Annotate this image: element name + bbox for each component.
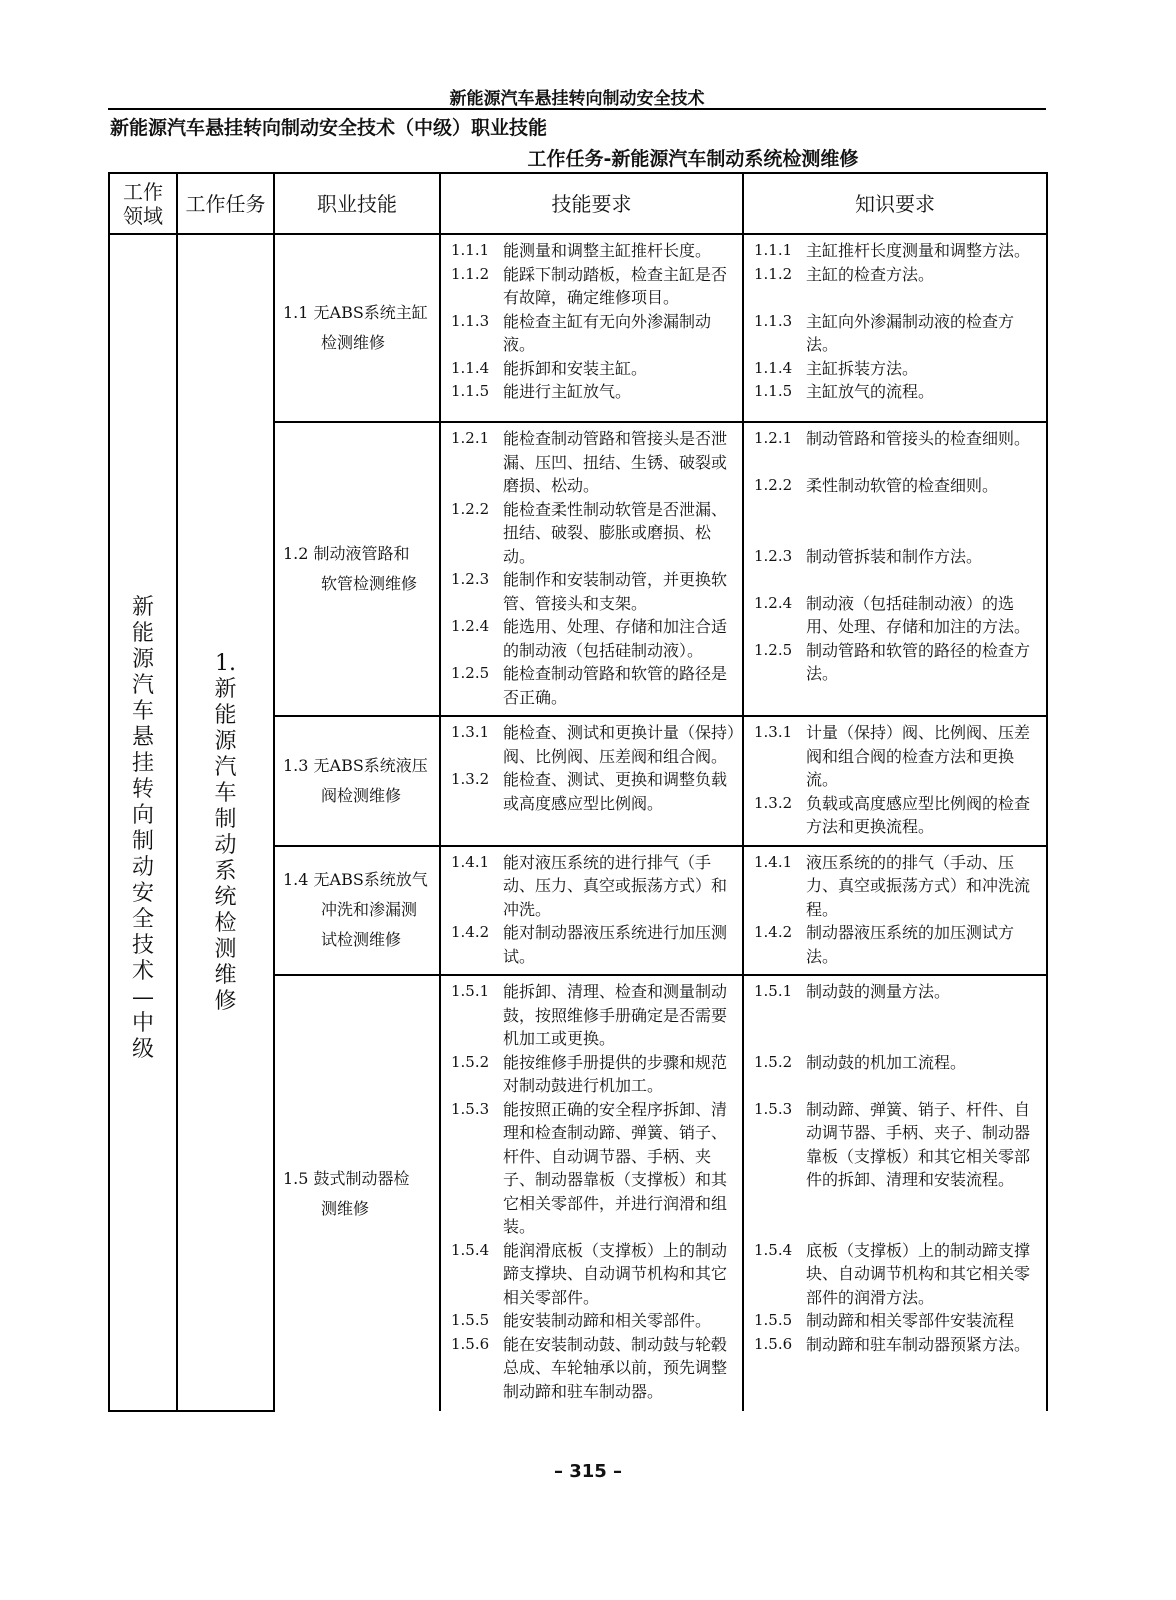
item-text: 能检查制动管路和软管的路径是否正确。 — [503, 664, 728, 707]
item-text: 制动管路和管接头的检查细则。 — [806, 429, 1031, 448]
item-number: 1.4.1 — [754, 852, 793, 871]
item-text: 柔性制动软管的检查细则。 — [806, 476, 999, 495]
list-item — [451, 380, 738, 404]
item-text: 能按维修手册提供的步骤和规范对制动鼓进行机加工。 — [503, 1052, 728, 1095]
doc-title: 新能源汽车悬挂转向制动安全技术（中级）职业技能 — [110, 117, 548, 139]
item-number — [754, 498, 806, 522]
header-domain-text: 工作领域 — [123, 179, 163, 228]
list-item — [754, 1098, 1042, 1192]
list-item — [451, 1239, 738, 1310]
item-text — [806, 1074, 1042, 1098]
list-item — [754, 1333, 1042, 1357]
list-item — [754, 310, 1042, 357]
item-number — [754, 1074, 806, 1098]
item-text: 主缸向外渗漏制动液的检查方法。 — [806, 311, 1015, 354]
skill-line: 冲洗和渗漏测 — [321, 900, 418, 920]
list-item — [451, 721, 738, 768]
list-item — [754, 1215, 1042, 1239]
item-text: 主缸放气的流程。 — [806, 382, 935, 401]
list-item — [754, 639, 1042, 686]
item-text: 能拆卸和安装主缸。 — [503, 358, 648, 378]
item-text: 制动蹄、弹簧、销子、杆件、自动调节器、手柄、夹子、制动器靠板（支撑板）和其它相关零部件的拆卸、清理和安装流程。 — [806, 1099, 1031, 1189]
item-text — [806, 1004, 1042, 1028]
item-text: 能检查制动管路和管接头是否泄漏、压凹、扭结、生锈、破裂或磨损、松动。 — [503, 429, 728, 495]
item-number: 1.4.2 — [451, 923, 490, 941]
item-text: 制动液（包括硅制动液）的选用、处理、存储和加注的方法。 — [806, 593, 1031, 636]
list-item — [754, 286, 1042, 310]
item-number: 1.2.2 — [451, 499, 490, 518]
skill-requirements-cell — [440, 716, 743, 846]
item-text: 计量（保持）阀、比例阀、压差阀和组合阀的检查方法和更换流。 — [806, 723, 1031, 789]
item-number: 1.5.2 — [451, 1052, 490, 1071]
item-number — [754, 1027, 806, 1051]
item-text — [806, 498, 1042, 522]
item-text: 主缸的检查方法。 — [806, 264, 935, 284]
item-number: 1.2.1 — [754, 429, 793, 447]
item-number: 1.2.2 — [754, 476, 793, 494]
item-text: 制动鼓的机加工流程。 — [806, 1052, 967, 1072]
list-item — [754, 474, 1042, 498]
item-text: 能选用、处理、存储和加注合适的制动液（包括硅制动液）。 — [503, 617, 728, 660]
item-text: 能进行主缸放气。 — [503, 382, 632, 401]
item-text — [806, 1215, 1042, 1239]
knowledge-requirements-cell — [743, 422, 1047, 716]
item-number: 1.2.5 — [451, 664, 490, 682]
item-text: 制动管拆装和制作方法。 — [806, 546, 983, 566]
item-text: 制动蹄和驻车制动器预紧方法。 — [806, 1334, 1031, 1354]
item-number: 1.5.4 — [754, 1240, 793, 1259]
skill-line: 软管检测维修 — [321, 574, 418, 593]
item-text: 主缸推杆长度测量和调整方法。 — [806, 241, 1031, 260]
item-text: 底板（支撑板）上的制动蹄支撑块、自动调节机构和其它相关零部件的润滑方法。 — [806, 1240, 1031, 1307]
item-number: 1.2.4 — [451, 617, 490, 635]
skill-cell — [274, 234, 440, 422]
item-number: 1.2.3 — [754, 546, 793, 565]
list-item — [754, 1074, 1042, 1098]
item-number: 1.5.4 — [451, 1240, 490, 1259]
item-text: 能润滑底板（支撑板）上的制动蹄支撑块、自动调节机构和其它相关零部件。 — [503, 1240, 728, 1307]
header-skill-requirements: 技能要求 — [440, 173, 743, 234]
header-rule — [108, 108, 1046, 110]
list-item — [754, 545, 1042, 569]
skill-line: 试检测维修 — [321, 930, 402, 950]
item-text: 能对制动器液压系统进行加压测试。 — [503, 923, 728, 966]
list-item — [754, 792, 1042, 839]
subtitle — [108, 144, 1046, 171]
item-number: 1.1.2 — [451, 264, 490, 283]
item-number — [754, 568, 806, 592]
list-item — [451, 263, 738, 310]
item-number: 1.5.6 — [754, 1334, 793, 1353]
item-number: 1.2.3 — [451, 570, 490, 588]
item-number: 1.3.2 — [451, 770, 490, 788]
list-item — [451, 851, 738, 922]
list-item — [754, 568, 1042, 592]
list-item — [754, 380, 1042, 404]
table-header-row — [109, 173, 1047, 234]
item-text: 制动蹄和相关零部件安装流程 — [806, 1311, 1015, 1330]
item-text: 能对液压系统的进行排气（手动、压力、真空或振荡方式）和冲洗。 — [503, 852, 728, 919]
list-item — [451, 980, 738, 1051]
knowledge-requirements-cell — [743, 716, 1047, 846]
knowledge-requirements-cell — [743, 975, 1047, 1411]
skill-cell — [274, 975, 440, 1411]
item-number: 1.5.5 — [451, 1311, 490, 1329]
item-text: 能检查、测试、更换和调整负载或高度感应型比例阀。 — [503, 770, 728, 813]
item-number: 1.1.2 — [754, 264, 793, 283]
item-text — [806, 521, 1042, 545]
list-item — [451, 921, 738, 968]
skill-line: 1.4 无ABS系统放气 — [283, 870, 428, 890]
skill-line: 测维修 — [321, 1198, 370, 1218]
list-item — [754, 721, 1042, 792]
domain-cell — [109, 234, 177, 1411]
skill-cell — [274, 422, 440, 716]
skill-line: 1.5 鼓式制动器检 — [283, 1168, 410, 1188]
list-item — [451, 239, 738, 263]
item-number: 1.3.1 — [451, 723, 490, 741]
list-item — [451, 768, 738, 815]
skill-line: 阀检测维修 — [321, 785, 402, 805]
item-text: 能制作和安装制动管，并更换软管、管接头和支架。 — [503, 570, 728, 613]
skill-requirements-cell — [440, 975, 743, 1411]
list-item — [754, 521, 1042, 545]
item-text: 能检查主缸有无向外渗漏制动液。 — [503, 311, 712, 354]
list-item — [754, 451, 1042, 475]
item-number: 1.5.3 — [451, 1099, 490, 1118]
list-item — [754, 1309, 1042, 1333]
item-number: 1.5.3 — [754, 1099, 793, 1118]
item-number — [754, 1004, 806, 1028]
list-item — [451, 568, 738, 615]
subtitle-text: 工作任务-新能源汽车制动系统检测维修 — [527, 148, 859, 170]
item-number: 1.5.6 — [451, 1334, 490, 1353]
item-number: 1.2.1 — [451, 429, 490, 447]
domain-text: 新能源汽车悬挂转向制动安全技术—中级 — [131, 595, 154, 1062]
item-text: 制动鼓的测量方法。 — [806, 982, 951, 1001]
list-item — [754, 1004, 1042, 1028]
skill-line: 检测维修 — [321, 333, 386, 352]
list-item — [451, 1051, 738, 1098]
item-number: 1.3.1 — [754, 723, 793, 741]
item-number — [754, 451, 806, 475]
item-number: 1.5.2 — [754, 1052, 793, 1071]
skill-requirements-cell — [440, 422, 743, 716]
list-item — [754, 851, 1042, 922]
item-number: 1.4.2 — [754, 923, 793, 941]
item-number — [754, 286, 806, 310]
item-number — [754, 1192, 806, 1216]
item-number: 1.1.5 — [451, 382, 490, 400]
item-number — [754, 1215, 806, 1239]
list-item — [754, 239, 1042, 263]
item-number: 1.1.4 — [451, 358, 490, 377]
item-text: 能检查柔性制动软管是否泄漏、扭结、破裂、膨胀或磨损、松动。 — [503, 499, 728, 566]
header-task: 工作任务 — [177, 173, 274, 234]
list-item — [754, 1051, 1042, 1075]
item-text: 制动器液压系统的加压测试方法。 — [806, 923, 1015, 966]
list-item — [451, 427, 738, 498]
item-text — [806, 286, 1042, 310]
item-number — [754, 521, 806, 545]
item-text: 能测量和调整主缸推杆长度。 — [503, 241, 712, 260]
item-text — [806, 568, 1042, 592]
item-text: 能踩下制动踏板，检查主缸是否有故障，确定维修项目。 — [503, 264, 728, 307]
list-item — [754, 427, 1042, 451]
item-number: 1.3.2 — [754, 793, 793, 812]
item-number: 1.2.5 — [754, 640, 793, 659]
running-header: 新能源汽车悬挂转向制动安全技术 — [449, 89, 705, 109]
list-item — [754, 980, 1042, 1004]
list-item — [451, 310, 738, 357]
list-item — [451, 1098, 738, 1239]
list-item — [754, 498, 1042, 522]
item-text: 能在安装制动鼓、制动鼓与轮毂总成、车轮轴承以前，预先调整制动蹄和驻车制动器。 — [503, 1334, 728, 1401]
item-text: 能按照正确的安全程序拆卸、清理和检查制动蹄、弹簧、销子、杆件、自动调节器、手柄、夹子、制动器靠板（支撑板）和其它相关零部件，并进行润滑和组装。 — [503, 1099, 728, 1236]
item-number: 1.5.1 — [451, 982, 490, 1000]
item-number: 1.5.5 — [754, 1311, 793, 1329]
skills-table — [108, 172, 1048, 1412]
knowledge-requirements-cell — [743, 846, 1047, 976]
item-number: 1.1.3 — [754, 311, 793, 330]
page-number: – 315 – — [553, 1461, 623, 1482]
item-text: 能拆卸、清理、检查和测量制动鼓，按照维修手册确定是否需要机加工或更换。 — [503, 982, 728, 1048]
item-number: 1.1.4 — [754, 358, 793, 377]
skill-cell — [274, 846, 440, 976]
item-text — [806, 1027, 1042, 1051]
item-text: 能检查、测试和更换计量（保持）阀、比例阀、压差阀和组合阀。 — [503, 723, 736, 766]
skill-line: 1.3 无ABS系统液压 — [283, 755, 428, 775]
item-text — [806, 1192, 1042, 1216]
item-text: 制动管路和软管的路径的检查方法。 — [806, 640, 1031, 683]
skill-requirements-cell — [440, 234, 743, 422]
skill-requirements-cell — [440, 846, 743, 976]
item-number: 1.5.1 — [754, 982, 793, 1000]
task-text: 1.新能源汽车制动系统检测维修 — [214, 651, 237, 1014]
skill-cell — [274, 716, 440, 846]
item-number: 1.1.1 — [754, 241, 793, 259]
list-item — [451, 357, 738, 381]
list-item — [754, 921, 1042, 968]
task-cell — [177, 234, 274, 1411]
item-text: 液压系统的的排气（手动、压力、真空或振荡方式）和冲洗流程。 — [806, 852, 1031, 919]
list-item — [451, 498, 738, 569]
list-item — [451, 1333, 738, 1404]
item-text: 主缸拆装方法。 — [806, 358, 919, 378]
header-skill: 职业技能 — [274, 173, 440, 234]
item-number: 1.1.1 — [451, 241, 490, 259]
list-item — [754, 1027, 1042, 1051]
list-item — [754, 263, 1042, 287]
skill-line: 1.2 制动液管路和 — [283, 544, 410, 563]
item-text: 负载或高度感应型比例阀的检查方法和更换流程。 — [806, 793, 1031, 836]
list-item — [451, 1309, 738, 1333]
item-number: 1.4.1 — [451, 852, 490, 871]
list-item — [754, 592, 1042, 639]
header-knowledge-requirements: 知识要求 — [743, 173, 1047, 234]
item-text — [806, 451, 1042, 475]
table-row — [109, 234, 1047, 422]
list-item — [754, 1239, 1042, 1310]
item-number: 1.2.4 — [754, 593, 793, 612]
header-domain — [109, 173, 177, 234]
list-item — [451, 615, 738, 662]
item-number: 1.1.5 — [754, 382, 793, 400]
knowledge-requirements-cell — [743, 234, 1047, 422]
list-item — [754, 1192, 1042, 1216]
list-item — [754, 357, 1042, 381]
item-text: 能安装制动蹄和相关零部件。 — [503, 1311, 712, 1330]
skill-line: 1.1 无ABS系统主缸 — [283, 303, 428, 322]
list-item — [451, 662, 738, 709]
item-number: 1.1.3 — [451, 311, 490, 330]
